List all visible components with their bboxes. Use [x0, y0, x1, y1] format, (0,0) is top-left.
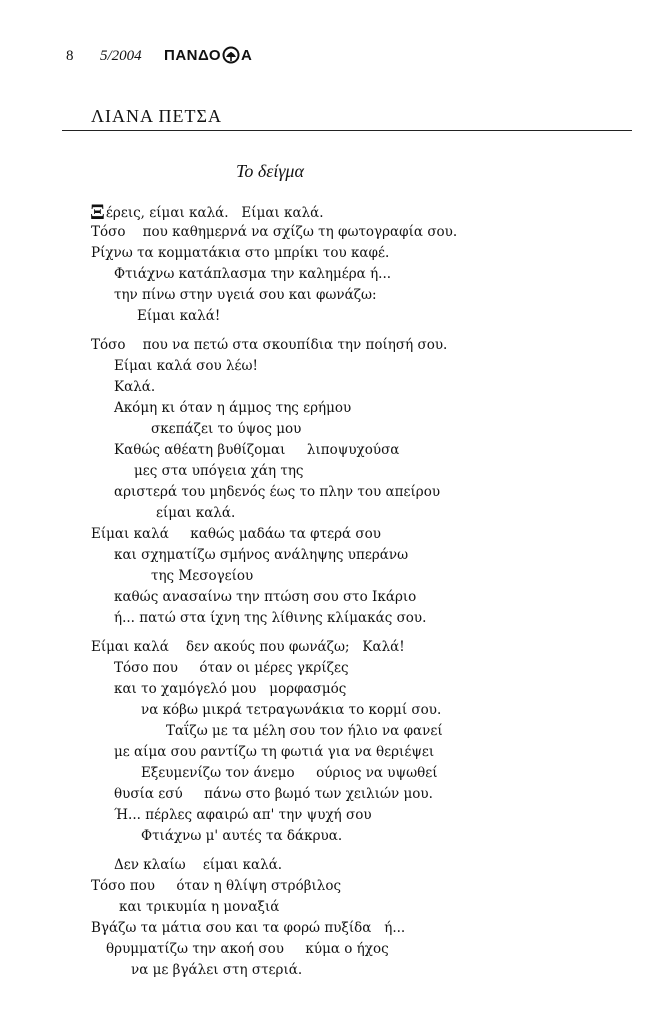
- poem-line: να με βγάλει στη στεριά.: [131, 962, 303, 978]
- poem-line: ή... πατώ στα ίχνη της λίθινης κλίμακάς σου.: [114, 610, 427, 626]
- poem-line: Τόσο που όταν η θλίψη στρόβιλος: [91, 878, 342, 894]
- poem-line: καθώς ανασαίνω την πτώση σου στο Ικάριο: [114, 589, 417, 605]
- poem-line: Ταΐζω με τα μέλη σου τον ήλιο να φανεί: [166, 723, 443, 739]
- poem-title: Το δείγμα: [236, 161, 304, 181]
- poem-line: Τόσο που όταν οι μέρες γκρίζες: [114, 660, 349, 676]
- brand-text-right: Α: [241, 46, 253, 64]
- poem-line: θυσία εσύ πάνω στο βωμό των χειλιών μου.: [114, 786, 433, 802]
- poem-line: και τρικυμία η μοναξιά: [119, 899, 280, 915]
- poem-line: Δεν κλαίω είμαι καλά.: [114, 857, 283, 873]
- brand-text-left: ΠΑΝΔΟ: [164, 46, 222, 64]
- poem-line: Είμαι καλά δεν ακούς που φωνάζω; Καλά!: [91, 639, 405, 655]
- poem-line: Ρίχνω τα κομματάκια στο μπρίκι του καφέ.: [91, 245, 390, 261]
- poem-line: Είμαι καλά σου λέω!: [114, 358, 258, 374]
- poem-line: και το χαμόγελό μου μορφασμός: [114, 681, 347, 697]
- first-line-text: έρεις, είμαι καλά. Είμαι καλά.: [105, 205, 324, 221]
- poem-line: της Μεσογείου: [151, 568, 254, 584]
- page-number: 8: [66, 48, 74, 64]
- author-name: ΛΙΑΝΑ ΠΕΤΣΑ: [91, 106, 223, 126]
- poem-line: Φτιάχνω μ' αυτές τα δάκρυα.: [141, 828, 343, 844]
- poem-line: Τόσο που να πετώ στα σκουπίδια την ποίησή σου.: [91, 337, 448, 353]
- poem-line: Ή... πέρλες αφαιρώ απ' την ψυχή σου: [114, 807, 372, 823]
- poem-line: Εξευμενίζω τον άνεμο ούριος να υψωθεί: [141, 765, 438, 781]
- poem-line: Είμαι καλά καθώς μαδάω τα φτερά σου: [91, 526, 381, 542]
- poem-line: με αίμα σου ραντίζω τη φωτιά για να θεριέψει: [114, 744, 435, 760]
- poem-line: και σχηματίζω σμήνος ανάληψης υπεράνω: [114, 547, 409, 563]
- poem-line: Καλά.: [114, 379, 156, 395]
- poem-line: αριστερά του μηδενός έως το πλην του απείρου: [114, 484, 441, 500]
- poem-line: Ακόμη κι όταν η άμμος της ερήμου: [114, 400, 352, 416]
- poem-line: μες στα υπόγεια χάη της: [134, 463, 304, 479]
- poem-line: Καθώς αθέατη βυθίζομαι λιποψυχούσα: [114, 442, 400, 458]
- poem-line: θρυμματίζω την ακοή σου κύμα ο ήχος: [106, 941, 389, 957]
- poem-line: σκεπάζει το ύψος μου: [151, 421, 302, 437]
- drop-cap: Ξ: [90, 199, 105, 224]
- issue-date: 5/2004: [100, 48, 142, 64]
- poem-line-first: [90, 201, 324, 223]
- poem-line: Φτιάχνω κατάπλασμα την καλημέρα ή...: [114, 266, 392, 282]
- poem-line: Τόσο που καθημερνά να σχίζω τη φωτογραφία σου.: [91, 224, 458, 240]
- poem-line: Βγάζω τα μάτια σου και τα φορώ πυξίδα ή...: [91, 920, 406, 936]
- poem-line: είμαι καλά.: [156, 505, 236, 521]
- poem-line: την πίνω στην υγειά σου και φωνάζω:: [114, 287, 377, 303]
- poem-line: Είμαι καλά!: [137, 308, 221, 324]
- poem-line: να κόβω μικρά τετραγωνάκια το κορμί σου.: [141, 702, 442, 718]
